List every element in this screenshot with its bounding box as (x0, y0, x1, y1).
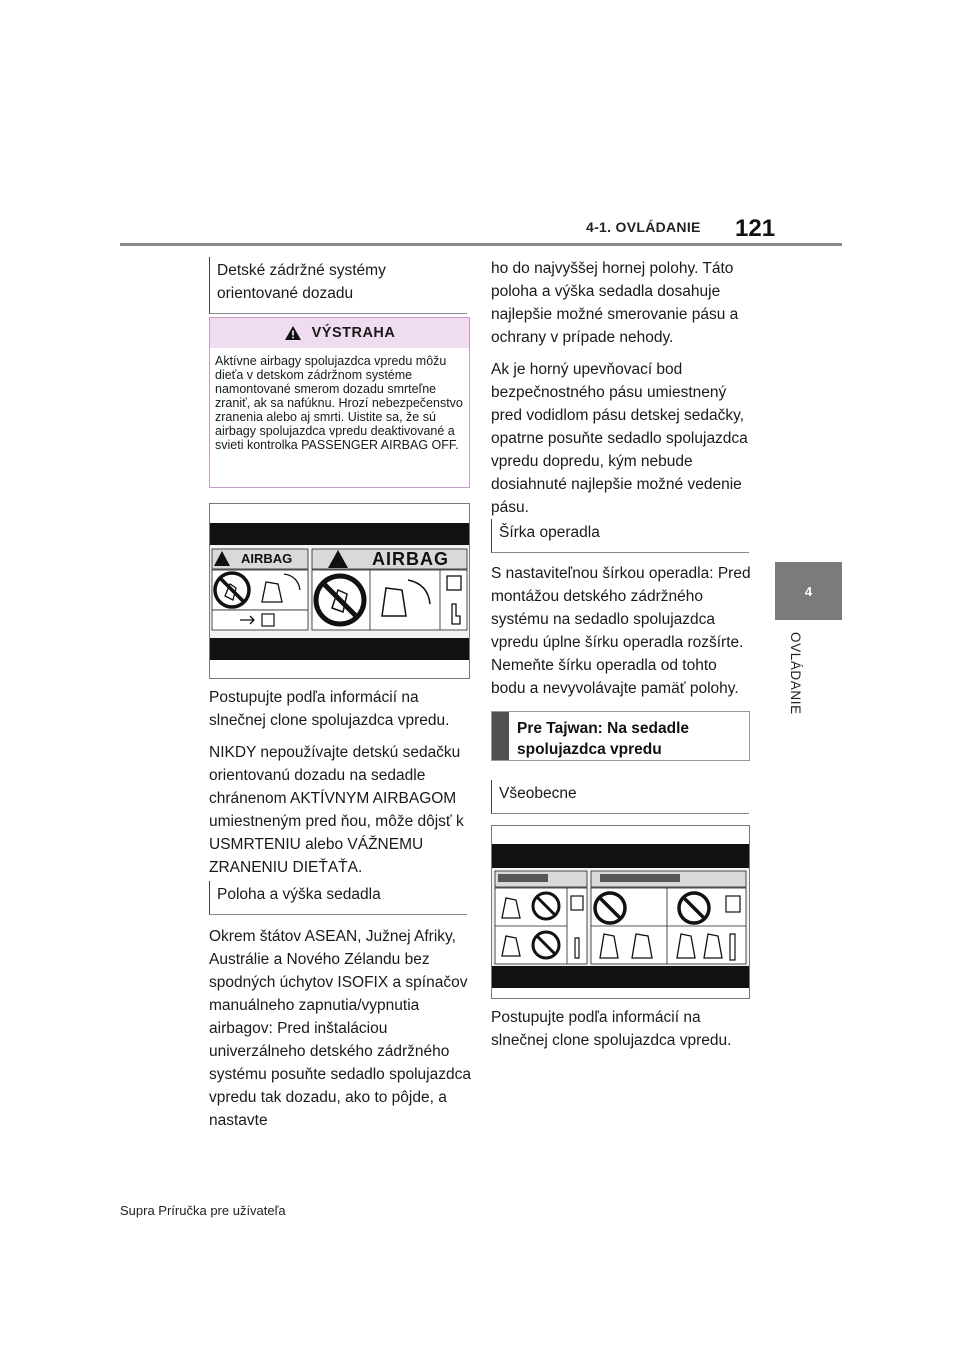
subhead-width: Šírka operadla (491, 519, 749, 553)
warning-header (210, 318, 469, 348)
right-para-1: ho do najvyššej hornej polohy. Táto poloha a výška sedadla dosahuje najlepšie možné smerovanie pásu a ochrany v prípade nehody. (491, 260, 739, 346)
footer-text: Supra Príručka pre užívateľa (120, 1203, 286, 1218)
subhead-position: Poloha a výška sedadla (209, 881, 467, 915)
warning-box (209, 317, 470, 488)
warning-title: VÝSTRAHA (311, 325, 396, 341)
right-para-2: Ak je horný upevňovací bod bezpečnostného pásu umiestnený pred vodidlom pásu detskej sedačky, opatrne posuňte sedadlo spolujazdca vpredu dopredu, kým nebude dosiahnuté najlepšie možné vedenie pásu. (491, 361, 748, 516)
chapter-number: 4 (804, 583, 813, 599)
left-para-3: Okrem štátov ASEAN, Južnej Afriky, Austrálie a Nového Zélandu bez spodných úchytov ISOFIX a spínačov manuálneho zapnutia/vypnutia airbagov: Pred inštaláciou univerzálneho detského zádržného systému posuňte sedadlo spolujazdca vpredu tak dozadu, ako to pôjde, a nastavte (209, 928, 471, 1129)
subhead-general: Všeobecne (491, 780, 749, 814)
right-para-4: Postupujte podľa informácií na slnečnej clone spolujazdca vpredu. (491, 1009, 732, 1049)
warning-text: Aktívne airbagy spolujazdca vpredu môžu dieťa v detskom zádržnom systéme namontované smerom dozadu smrteľne zraniť, ak sa nafúknu. Hrozí nebezpečenstvo zranenia alebo aj smrti. Uistite sa, že sú airbagy spolujazdca vpredu deaktivované a svieti kontrolka PASSENGER AIRBAG OFF. (215, 354, 463, 452)
subhead-rear-facing: Detské zádržné systémy orientované dozadu (209, 257, 467, 314)
taiwan-label-figure (491, 825, 750, 999)
warning-triangle-icon (284, 325, 302, 341)
chapter-label: OVLÁDANIE (788, 632, 803, 715)
taiwan-heading-box (491, 711, 750, 761)
left-para-1: Postupujte podľa informácií na slnečnej clone spolujazdca vpredu. (209, 689, 450, 729)
airbag-label-large: AIRBAG (372, 549, 449, 569)
right-text-block-1 (491, 257, 753, 528)
header-rule (120, 243, 842, 246)
airbag-label-figure (209, 503, 470, 679)
left-para-2: NIKDY nepoužívajte detskú sedačku orientovanú dozadu na sedadle chránenom AKTÍVNYM AIRBAGOM umiestneným pred ňou, môže dôjsť k USMRTENIU alebo VÁŽNEMU ZRANENIU DIEŤAŤA. (209, 744, 464, 876)
taiwan-heading: Pre Tajwan: Na sedadle spolujazdca vpredu (517, 720, 689, 758)
section-title: 4-1. OVLÁDANIE (586, 219, 701, 235)
chapter-tab (775, 562, 842, 620)
airbag-label-small: AIRBAG (241, 551, 293, 566)
left-text-block-1 (209, 686, 471, 888)
taiwan-heading-bar (492, 712, 509, 760)
right-para-3: S nastaviteľnou šírkou operadla: Pred montážou detského zádržného systému na sedadlo spolujazdca vpredu úplne šírku operadla rozšírte. Nemeňte šírku operadla od tohto bodu a nevyvolávajte pamäť polohy. (491, 565, 751, 697)
page-number: 121 (735, 215, 776, 242)
